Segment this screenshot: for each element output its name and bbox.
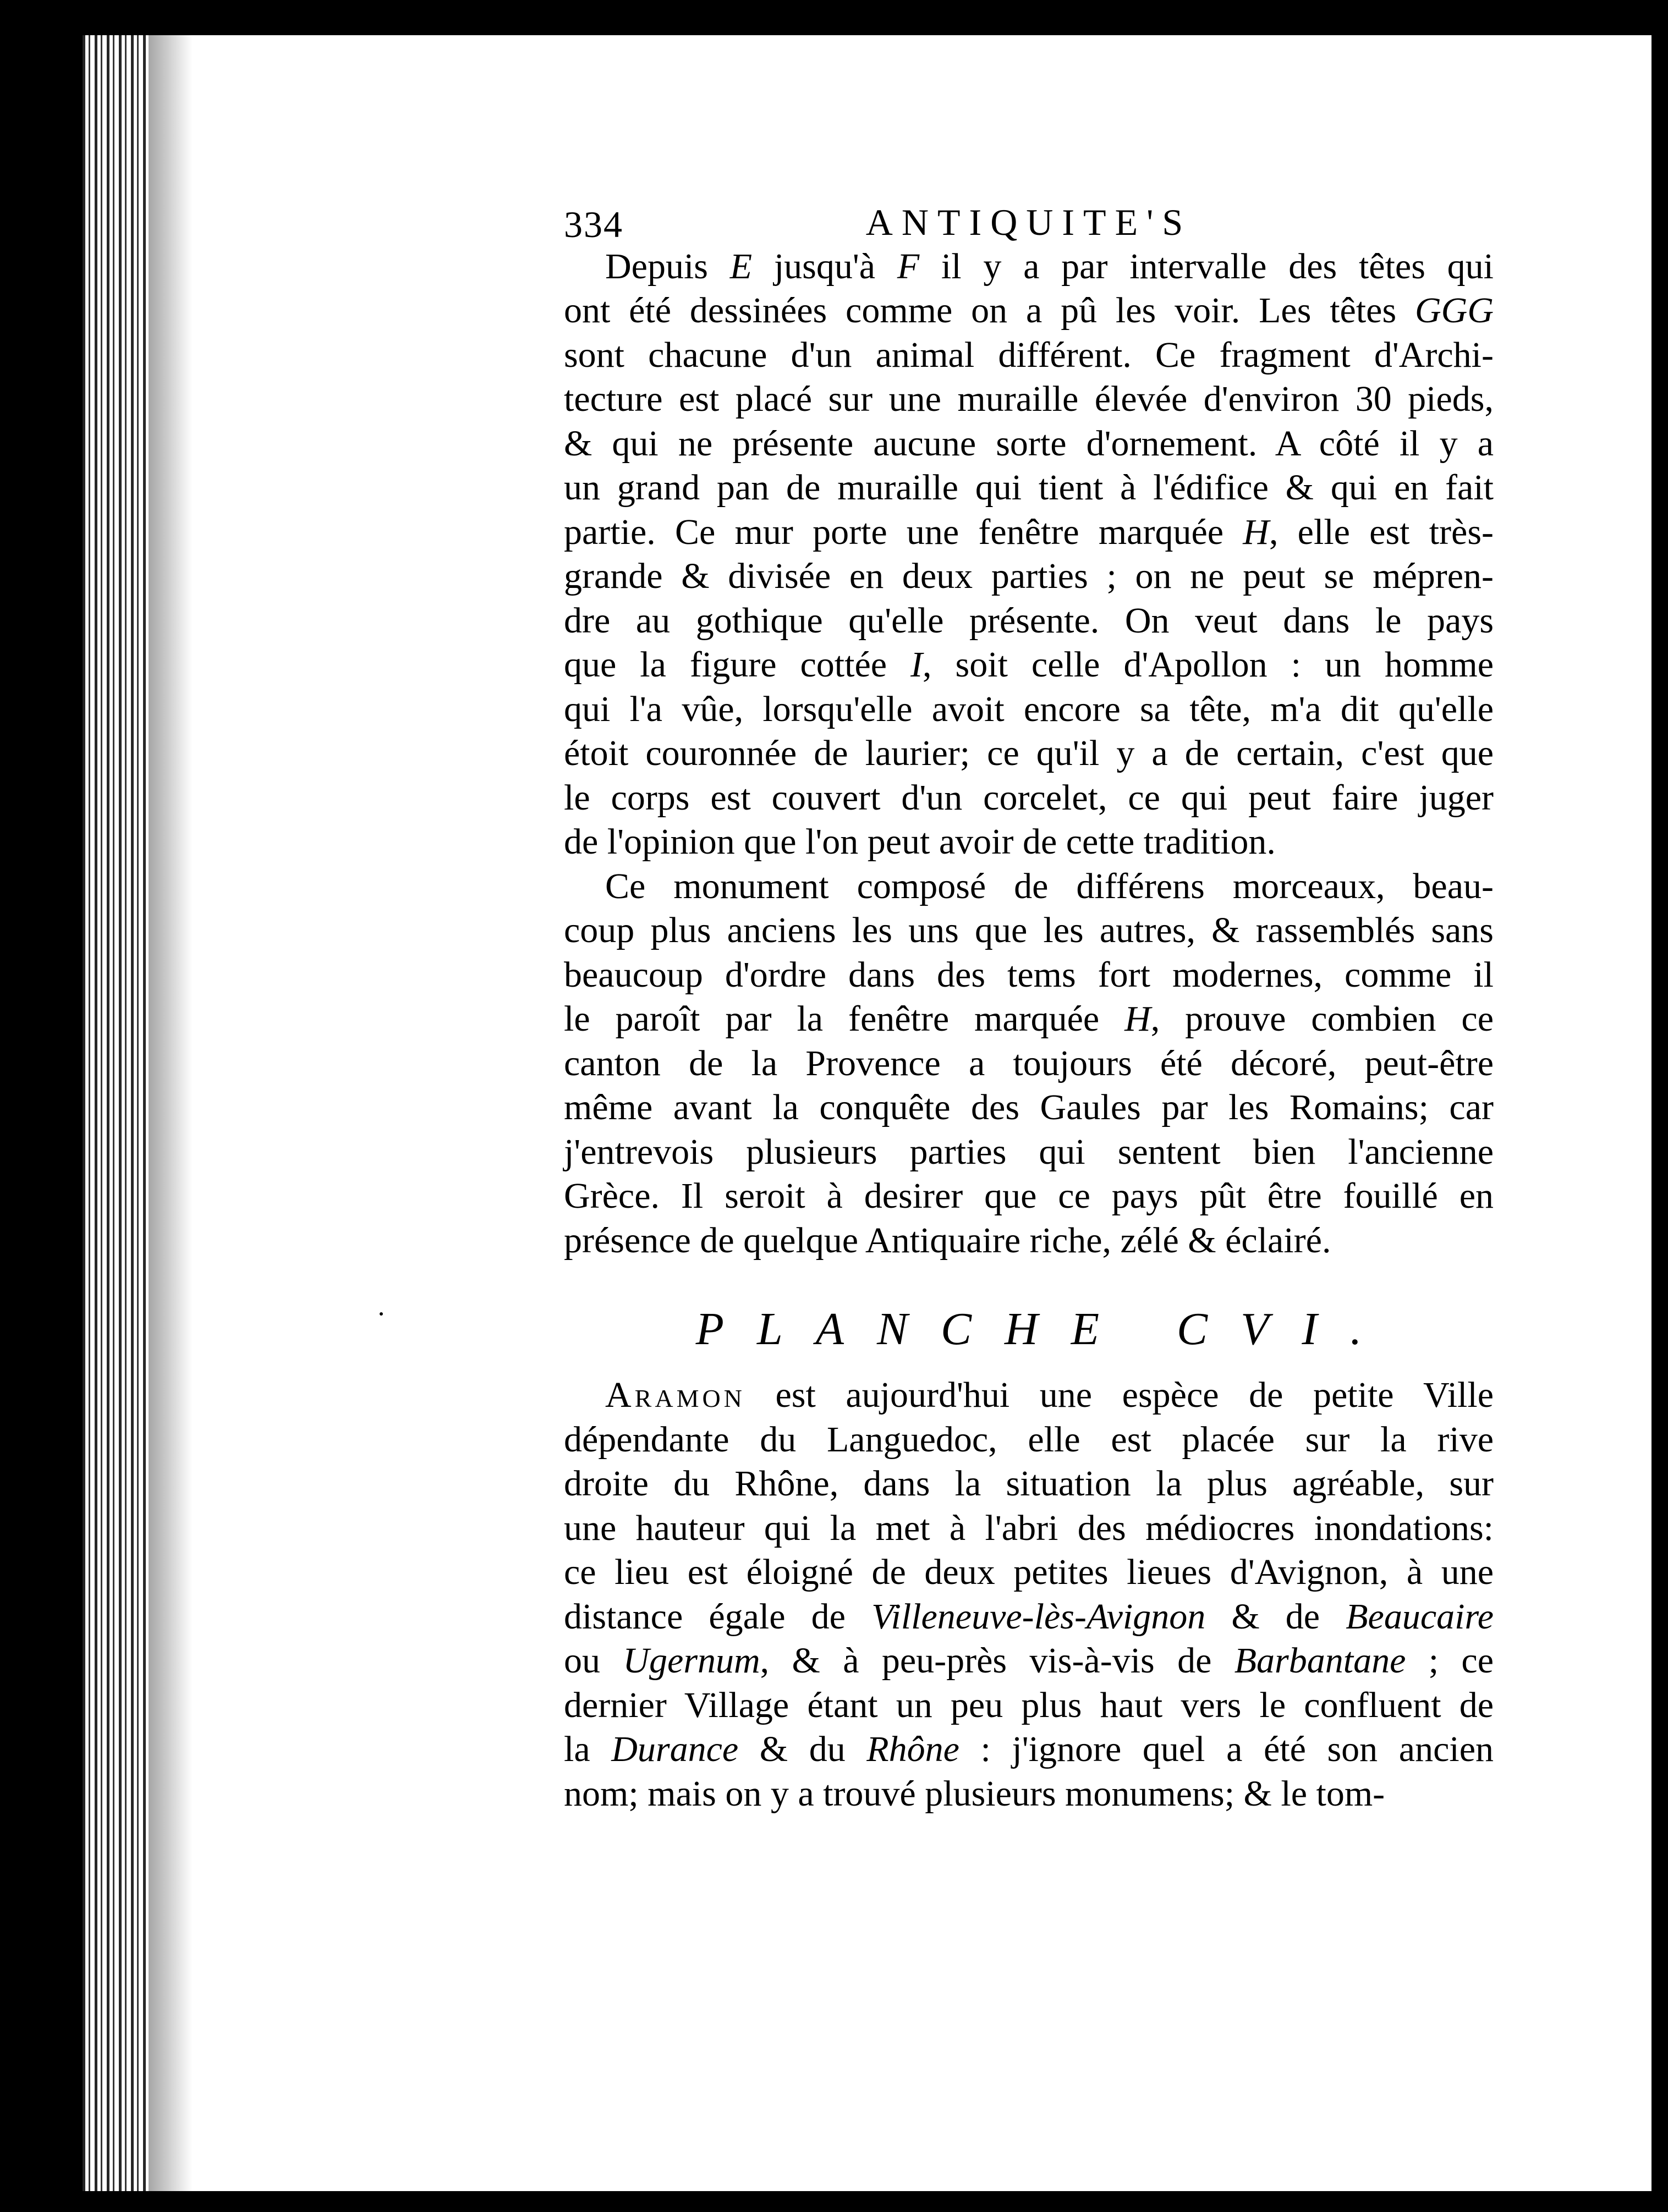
text-line	[564, 997, 1494, 1042]
text-line	[564, 333, 1494, 378]
text-run: un grand pan de muraille qui tient à l'édifice & qui en fait	[564, 467, 1494, 508]
italic-text: F	[897, 246, 920, 287]
text-run: droite du Rhône, dans la situation la plus agréable, sur	[564, 1463, 1494, 1504]
text-run: étoit couronnée de laurier; ce qu'il y a de certain, c'est que	[564, 733, 1494, 773]
italic-text: E	[729, 246, 753, 287]
text-run: ou	[564, 1641, 623, 1681]
text-line	[564, 289, 1494, 333]
text-line	[564, 554, 1494, 599]
text-run: & qui ne présente aucune sorte d'ornement. A côté il y a	[564, 423, 1494, 464]
text-line	[564, 1772, 1494, 1817]
italic-text: H	[1243, 511, 1269, 552]
text-run: il y a par intervalle des têtes qui	[919, 246, 1494, 287]
italic-text: Rhône	[866, 1729, 959, 1769]
italic-text: Beaucaire	[1346, 1596, 1494, 1637]
italic-text: I	[910, 645, 923, 685]
text-line	[564, 820, 1494, 865]
text-line	[564, 1130, 1494, 1175]
paragraph-3	[564, 1373, 1494, 1816]
text-line	[564, 909, 1494, 953]
text-line	[564, 510, 1494, 555]
text-run: le corps est couvert d'un corcelet, ce qui peut faire juger	[564, 777, 1494, 818]
text-line	[564, 1550, 1494, 1595]
italic-text: Durance	[611, 1729, 739, 1769]
text-line	[564, 776, 1494, 821]
text-line	[564, 1462, 1494, 1506]
text-run: beaucoup d'ordre dans des tems fort modernes, comme il	[564, 954, 1494, 995]
text-run: coup plus anciens les uns que les autres, & rassemblés sans	[564, 910, 1494, 950]
text-run: ; ce	[1406, 1641, 1494, 1681]
text-run: dernier Village étant un peu plus haut vers le confluent de	[564, 1685, 1494, 1725]
italic-text: Barbantane	[1234, 1641, 1406, 1681]
text-run: , prouve combien ce	[1150, 999, 1494, 1039]
text-run: est aujourd'hui une espèce de petite Ville	[745, 1375, 1494, 1415]
text-line	[564, 643, 1494, 687]
text-line	[564, 953, 1494, 998]
page-binding-edge	[83, 35, 149, 2191]
text-run: la	[564, 1729, 612, 1769]
italic-text: Villeneuve-lès-Avignon	[871, 1596, 1206, 1637]
page-shadow	[149, 35, 193, 2191]
text-run: jusqu'à	[752, 246, 897, 287]
text-line	[564, 1418, 1494, 1462]
text-run: Grèce. Il seroit à desirer que ce pays pût être fouillé en	[564, 1176, 1494, 1216]
italic-text: Ugernum	[623, 1641, 760, 1681]
text-run: que la figure cottée	[564, 645, 911, 685]
text-run: ce lieu est éloigné de deux petites lieues d'Avignon, à une	[564, 1552, 1494, 1592]
text-line	[564, 1506, 1494, 1551]
text-line	[564, 687, 1494, 732]
text-line	[564, 865, 1494, 909]
page-number: 334	[564, 203, 623, 245]
text-line	[564, 1042, 1494, 1086]
text-run: distance égale de	[564, 1596, 872, 1637]
text-run: , & à peu-près vis-à-vis de	[760, 1641, 1234, 1681]
text-run: & de	[1205, 1596, 1346, 1637]
text-run: de l'opinion que l'on peut avoir de cette tradition.	[564, 822, 1276, 862]
text-run: dre au gothique qu'elle présente. On veut dans le pays	[564, 600, 1494, 641]
text-run: grande & divisée en deux parties ; on ne peut se mépren-	[564, 556, 1494, 596]
text-line	[564, 377, 1494, 422]
text-line	[564, 1373, 1494, 1418]
text-line	[564, 1174, 1494, 1219]
plate-heading: PLANCHE CVI.	[695, 1303, 1395, 1355]
text-run: : j'ignore quel a été son ancien	[959, 1729, 1494, 1769]
text-run: dépendante du Languedoc, elle est placée sur la rive	[564, 1419, 1494, 1460]
text-run: nom; mais on y a trouvé plusieurs monumens; & le tom-	[564, 1773, 1385, 1814]
text-line	[564, 1639, 1494, 1683]
text-block	[564, 200, 1494, 1816]
text-run: le paroît par la fenêtre marquée	[564, 999, 1125, 1039]
italic-text: GGG	[1415, 290, 1494, 331]
text-run: même avant la conquête des Gaules par les Romains; car	[564, 1087, 1494, 1127]
text-run: sont chacune d'un animal différent. Ce fragment d'Archi-	[564, 334, 1494, 375]
paragraph-1	[564, 245, 1494, 865]
text-run: & du	[738, 1729, 867, 1769]
text-line	[564, 1219, 1494, 1263]
text-run: Depuis	[605, 246, 730, 287]
paragraph-2	[564, 865, 1494, 1263]
text-line	[564, 1727, 1494, 1772]
text-line	[564, 1683, 1494, 1728]
text-line	[564, 245, 1494, 289]
text-run: , soit celle d'Apollon : un homme	[923, 645, 1494, 685]
page-header	[564, 200, 1494, 245]
text-run: ont été dessinées comme on a pû les voir. Les têtes	[564, 290, 1415, 331]
running-title: ANTIQUITE'S	[865, 201, 1192, 243]
text-run: une hauteur qui la met à l'abri des médiocres inondations:	[564, 1507, 1494, 1548]
scan-speck	[380, 1312, 383, 1316]
text-line	[564, 599, 1494, 643]
scanned-page	[83, 35, 1651, 2191]
italic-text: H	[1124, 999, 1151, 1039]
text-run: canton de la Provence a toujours été décoré, peut-être	[564, 1043, 1494, 1083]
text-run: , elle est très-	[1269, 511, 1494, 552]
text-run: présence de quelque Antiquaire riche, zélé & éclairé.	[564, 1220, 1331, 1261]
text-run: qui l'a vûe, lorsqu'elle avoit encore sa tête, m'a dit qu'elle	[564, 689, 1494, 729]
text-line	[564, 731, 1494, 776]
text-line	[564, 422, 1494, 466]
text-run: j'entrevois plusieurs parties qui sentent bien l'ancienne	[564, 1131, 1494, 1172]
text-line	[564, 1086, 1494, 1130]
text-run: Ce monument composé de différens morceaux, beau-	[605, 866, 1494, 906]
text-line	[564, 1595, 1494, 1639]
text-run: tecture est placé sur une muraille élevée d'environ 30 pieds,	[564, 379, 1494, 419]
text-line	[564, 466, 1494, 510]
text-run: partie. Ce mur porte une fenêtre marquée	[564, 511, 1243, 552]
small-caps-text: Aramon	[605, 1375, 745, 1415]
